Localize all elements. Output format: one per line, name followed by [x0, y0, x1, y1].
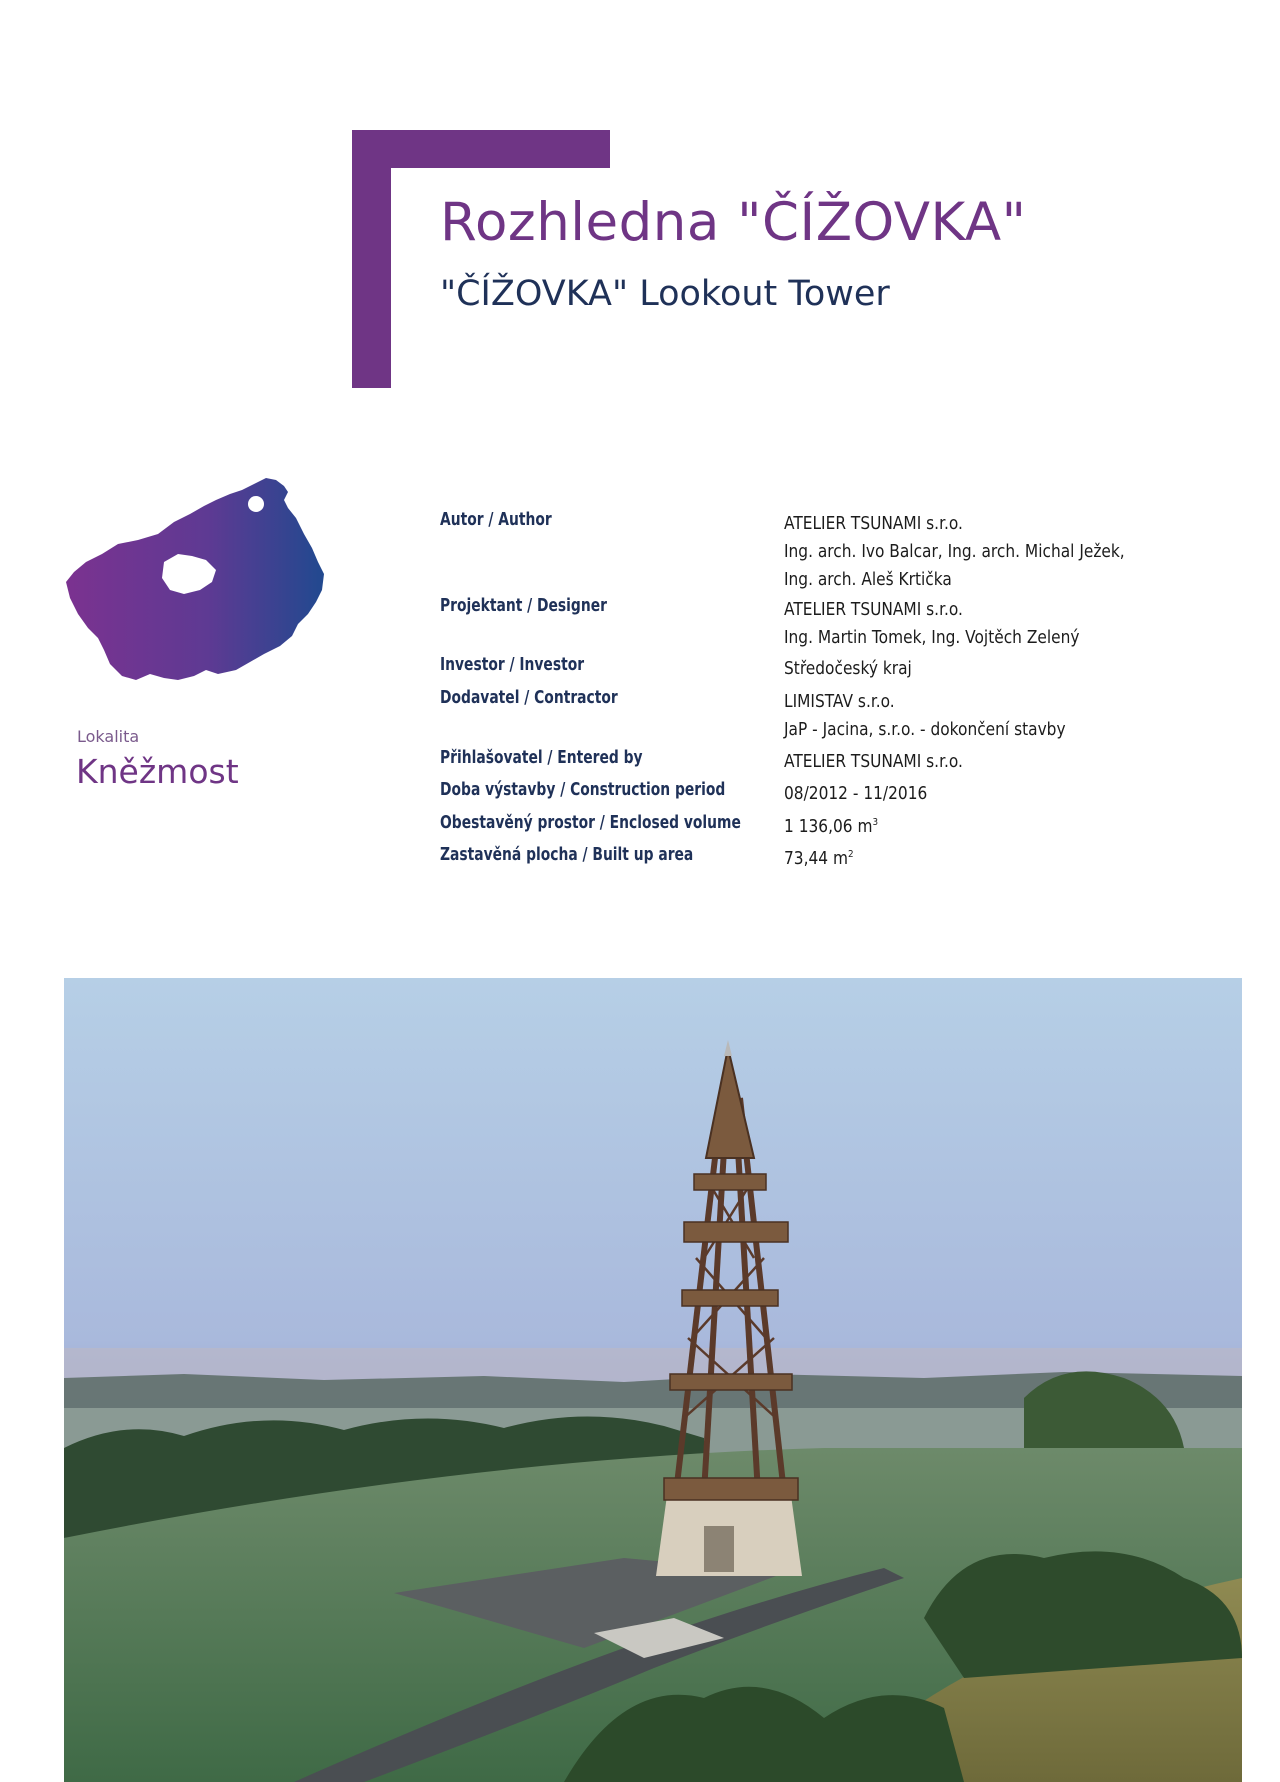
info-label-built-up-area: Zastavěná plocha / Built up area [440, 845, 694, 865]
info-value-construction-period: 08/2012 - 11/2016 [784, 784, 928, 804]
page-subtitle: "ČÍŽOVKA" Lookout Tower [440, 274, 890, 314]
location-label: Lokalita [77, 727, 140, 746]
info-value-line: Středočeský kraj [784, 659, 912, 679]
info-value-entered-by: ATELIER TSUNAMI s.r.o. [784, 752, 963, 772]
header-bracket-left [352, 130, 391, 388]
info-label-investor: Investor / Investor [440, 655, 585, 675]
info-value-line: Ing. arch. Ivo Balcar, Ing. arch. Michal Ježek, [784, 542, 1125, 562]
built-up-area-unit-exponent: 2 [847, 849, 854, 860]
built-up-area-number: 73,44 m [784, 849, 848, 869]
info-label-construction-period: Doba výstavby / Construction period [440, 780, 726, 800]
lookout-tower-photo [64, 978, 1242, 1782]
info-value-line: Ing. Martin Tomek, Ing. Vojtěch Zelený [784, 628, 1080, 648]
info-value-line: ATELIER TSUNAMI s.r.o. [784, 600, 963, 620]
info-value-enclosed-volume [784, 813, 878, 841]
info-value-author [784, 510, 1125, 594]
info-value-line: Ing. arch. Aleš Krtička [784, 570, 952, 590]
enclosed-volume-unit-exponent: 3 [872, 817, 879, 828]
info-value-line: JaP - Jacina, s.r.o. - dokončení stavby [784, 720, 1066, 740]
info-value-contractor [784, 688, 1066, 744]
info-label-entered-by: Přihlašovatel / Entered by [440, 748, 643, 768]
location-value: Kněžmost [76, 752, 239, 791]
enclosed-volume-number: 1 136,06 m [784, 817, 873, 837]
info-label-author: Autor / Author [440, 510, 552, 530]
info-label-designer: Projektant / Designer [440, 596, 607, 616]
info-value-designer [784, 596, 1079, 652]
info-value-line: ATELIER TSUNAMI s.r.o. [784, 514, 963, 534]
info-value-built-up-area [784, 845, 854, 873]
info-value-line: LIMISTAV s.r.o. [784, 692, 895, 712]
info-label-enclosed-volume: Obestavěný prostor / Enclosed volume [440, 813, 741, 833]
info-value-investor [784, 655, 912, 683]
central-bohemia-region-map-icon [66, 478, 328, 690]
info-label-contractor: Dodavatel / Contractor [440, 688, 618, 708]
page-title: Rozhledna "ČÍŽOVKA" [440, 192, 1027, 253]
